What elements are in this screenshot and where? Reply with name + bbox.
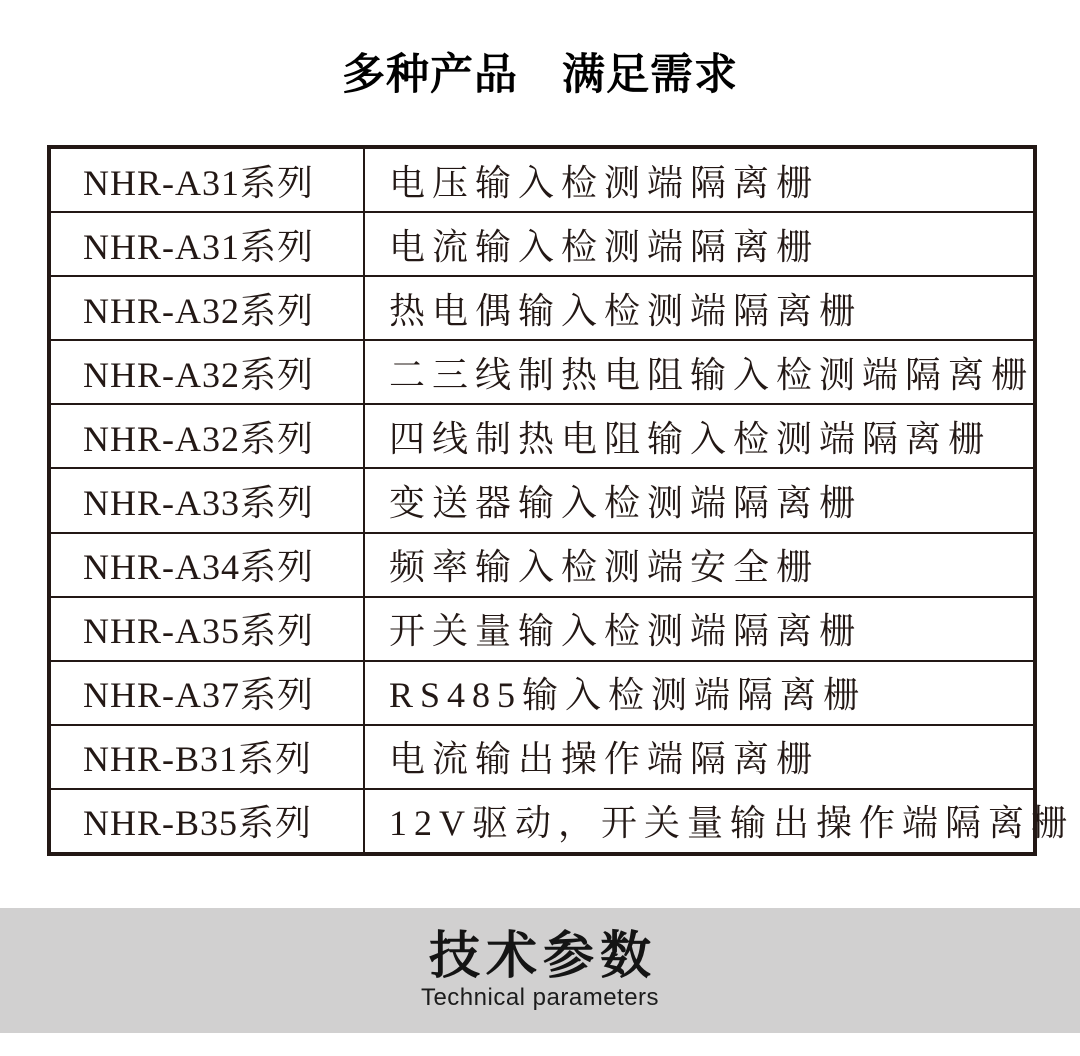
description-cell: 热电偶输入检测端隔离栅 (389, 290, 863, 331)
series-cell: NHR-A32系列 (51, 405, 365, 467)
page-title: 多种产品 满足需求 (342, 51, 738, 99)
series-cell: NHR-A31系列 (51, 149, 365, 211)
description-cell: 四线制热电阻输入检测端隔离栅 (389, 418, 992, 459)
series-cell: NHR-A34系列 (51, 534, 365, 596)
description-cell: RS485输入检测端隔离栅 (389, 675, 867, 716)
table-row (51, 532, 1033, 596)
series-cell: NHR-A32系列 (51, 341, 365, 403)
table-row (51, 339, 1033, 403)
table-row (51, 211, 1033, 275)
series-cell: NHR-A33系列 (51, 469, 365, 531)
series-cell: NHR-A32系列 (51, 277, 365, 339)
description-cell: 电压输入检测端隔离栅 (389, 162, 820, 203)
table-row (51, 596, 1033, 660)
series-cell: NHR-A37系列 (51, 662, 365, 724)
description-cell: 电流输出操作端隔离栅 (389, 739, 820, 780)
table-row (51, 467, 1033, 531)
table-row (51, 403, 1033, 467)
series-cell: NHR-A35系列 (51, 598, 365, 660)
table-row (51, 149, 1033, 211)
description-cell: 频率输入检测端安全栅 (389, 547, 820, 588)
series-cell: NHR-B31系列 (51, 726, 365, 788)
description-cell: 变送器输入检测端隔离栅 (389, 483, 863, 524)
series-cell: NHR-A31系列 (51, 213, 365, 275)
table-row (51, 275, 1033, 339)
series-cell: NHR-B35系列 (51, 790, 365, 852)
table-row (51, 724, 1033, 788)
description-cell: 12V驱动，开关量输出操作端隔离栅 (389, 803, 1074, 844)
description-cell: 电流输入检测端隔离栅 (389, 226, 820, 267)
description-cell: 二三线制热电阻输入检测端隔离栅 (389, 354, 1035, 395)
description-cell: 开关量输入检测端隔离栅 (389, 611, 863, 652)
banner-heading-en: Technical parameters (420, 983, 660, 1011)
products-table (47, 145, 1074, 856)
banner-heading-cn: 技术参数 (428, 926, 657, 984)
table-row (51, 788, 1074, 852)
technical-parameters-banner (0, 908, 1080, 1033)
table-row (51, 660, 1033, 724)
